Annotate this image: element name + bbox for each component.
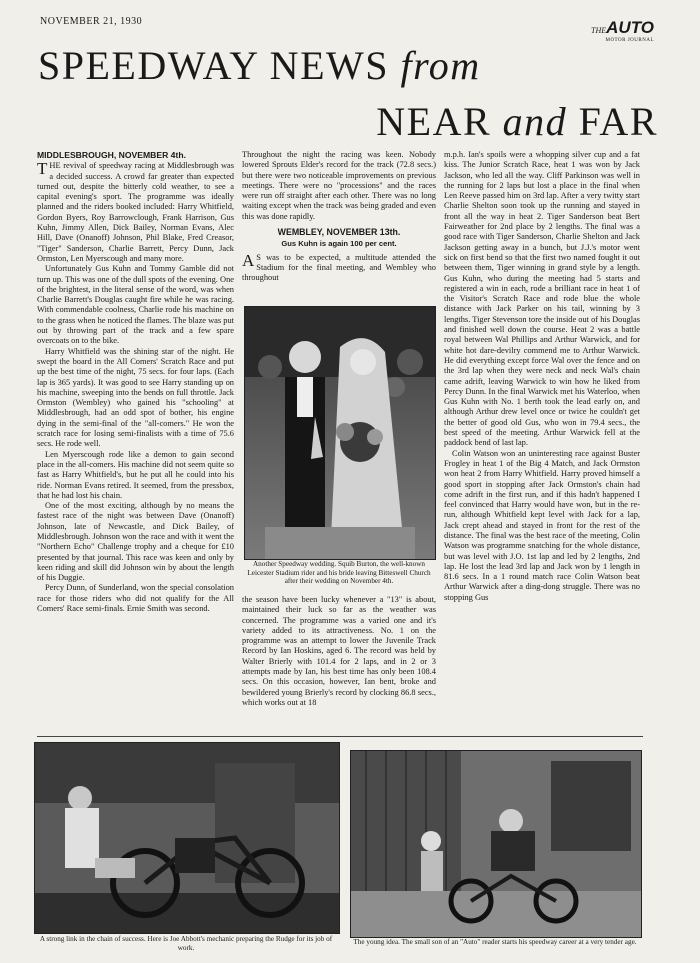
wedding-photo (244, 306, 436, 560)
mechanic-caption: A strong link in the chain of success. Here is Joe Abbott's mechanic preparing the Rudge for its job of work. (39, 935, 333, 952)
drop-cap: T (37, 159, 48, 179)
column-1 (37, 150, 234, 614)
young-rider-photo-image (351, 751, 641, 937)
subhead-wembley: WEMBLEY, NOVEMBER 13th. (277, 227, 401, 238)
paragraph-text: HE revival of speedway racing at Middlesbrough was a decided success. A crowd far greater than expected turned out, despite the bitterly cold weather, to see a capital evening's sport. The programme was ideally planned and the riders booked included: Harry Whitfield, Gordon Byers, Roy Barrowclough, Frank Harrison, Gus Kuhn, Jimmy Allen, Dick Bailey, Norman Evans, Alec Hill, Dave (Onanoff) Johnson, Phil Blake, Fred Creasor, "Tiger" Sanderson, Charlie Barrett, Percy Dunn, Jack Ormston, Len Myerscough and many more. (37, 161, 234, 263)
title-caps-2b: FAR (578, 99, 658, 144)
paragraph: Unfortunately Gus Kuhn and Tommy Gamble did not turn up. This was one of the dull spots of the evening. One of the brightest, in the literal sense of the word, was when Charlie Barrett's Douglas caught fire while he was racing. With commendable coolness, Charlie rode his machine on to the grass when he noticed the flames. The blaze was put out by throwing part of the track and a few spare overcoats on to the bike. (37, 264, 234, 346)
divider (37, 736, 643, 737)
title-line-1 (38, 42, 481, 89)
subhead-gus-kuhn: Gus Kuhn is again 100 per cent. (281, 239, 397, 249)
paragraph: Len Myerscough rode like a demon to gain second place in the all-comers. His machine did not seem quite so fast as Harry Whitfield's, but he put all he could into his ride. Norman Evans retired. It seemed, from the pressbox, that he had lost his chain. (37, 449, 234, 500)
title-line-2 (376, 98, 658, 145)
title-italic-2: and (502, 99, 568, 144)
mechanic-photo (34, 742, 340, 934)
paragraph-text: S was to be expected, a multitude attended the Stadium for the final meeting, and Wembley who throughout (242, 252, 436, 283)
title-caps-1: SPEEDWAY NEWS (38, 43, 390, 88)
logo-sub: MOTOR JOURNAL (605, 38, 654, 43)
column-2-continued (242, 595, 436, 708)
paragraph: Throughout the night the racing was keen. Nobody lowered Sprouts Elder's record for the track (72.8 secs.) but there were two noticeable improvements on previous meetings. There were no "processions" and the races were run off straight after each other. There was no long waiting except when the track was being graded and even this was done rapidly. (242, 150, 436, 221)
masthead-logo (591, 18, 654, 43)
paragraph: Colin Watson won an uninteresting race against Buster Frogley in heat 1 of the Big 4 Match, and Jack Ormston won heat 2 from Harry Whitfield. Harry proved himself a good sport in stopping after Jack Ormston's chain had come adrift in the first run, and if this hadn't happened I feel convinced that Harry would have won, but in the re-run, although Whitfield kept level with Jack for a lap, Jack crept ahead and stayed in front for the rest of the distance. The final was the best race of the meeting, Colin Watson was programme snatching for the whole distance, but was level with J.O. 1st lap and led by 2 lengths, 2nd lap. He lost the lead 3rd lap and Jack won by 1 length in 81.6 secs. In a 1 round match race Colin Watson beat Arthur Warwick after a ding-dong struggle. There was no stopping Gus (444, 448, 640, 602)
paragraph: One of the most exciting, although by no means the fastest race of the night was between Dave (Onanoff) Johnson, late of Newcastle, and Dick Bailey, of Middlesbrough. Johnson won the race and with it went the "Northern Echo" Challenge trophy and a cheque for £10 presented by that journal. This race was keen and only by keen riding and skill did Johnson win by about the length of his Duggie. (37, 501, 234, 583)
page-title (38, 42, 658, 142)
logo-the: THE (591, 26, 607, 35)
paragraph: the season have been lucky whenever a "13" is about, maintained their luck so far as the weather was concerned. The programme was a varied one and it's variety added to its attractiveness. No. 1 on the programme was an attempt to lower the Juvenile Track Record by Ian Hoskins, aged 6. The record was held by Walter Brierly with 101.4 for 2 laps, and in 2 or 3 attempts made by Ian, his best time has only been 108.4 secs. On this occasion, however, Ian bent, broke and bewildered young Brierly's record by clocking 86.8 secs., which works out at 18 (242, 595, 436, 707)
paragraph: Harry Whitfield was the shining star of the night. He swept the board in the All Comers' Scratch Race and put up the best time of the night, 75 secs. for four laps. (Each lap is 365 yards). It was good to see Harry standing up on his machine, sweeping into the bends on full throttle. Jack Ormston (Wembley) who gained his "schooling" at Middlesbrough, had an odd spot of bother, his engine dying in the semi-final of the "all-comers." He won the scratch race for losing semi-finalists with a time of 75.6 secs. He rode well. (37, 346, 234, 449)
paragraph: m.p.h. Ian's spoils were a whopping silver cup and a fat kiss. The Junior Scratch Race, heat 1 was won by Jack Jackson, who led all the way. Cliff Parkinson was well in the running for 2 laps but lost a place in the final when Len Reeve passed him on 3rd lap. After a very twitty start Charlie Shelton soon took up the running and stayed in front all the way in heat 2. Tiger Sanderson beat Bert Fairweather for 2nd place by 2 lengths. The final was a good race with Tiger Sanderson, Charlie Shelton and Jack Jackson getting away in a bunch, but J.J.'s motor went sick on first bend so that the first two named fought it out between them, Tiger winning in grand style by a length. Gus Kuhn, who during the meeting had 5 starts and registered a win in each, rode a brilliant race in heat 1 of the Visitor's Scratch Race and rode blue the whole distance with Jack Parker on his tail, winning by 3 lengths. Tiger Stevenson tore the inside out of his Douglas and finished well down the course. Heat 2 was a battle royal between Wal Phillips and Arthur Warwick, and for white hot dare-devilry commend me to Arthur Warwick. He did everything except force Wal over the fence and on the 3rd lap when they were neck and neck Wal's chain came adrift, leaving Warwick to win how he liked from Percy Dunn. In the final Warwick met his Waterloo, when Gus Kuhn with No. 1 berth took the lead early on, and although Arthur drew level once or twice he couldn't get the better of good old Gus, who won in 79.4 secs., the best speed of the meeting. Arthur Warwick fell at the paddock bend of last lap. (444, 150, 640, 448)
column-2 (242, 150, 436, 284)
mechanic-photo-image (35, 743, 339, 933)
young-rider-caption: The young idea. The small son of an "Auto" reader starts his speedway career at a very tender age. (353, 938, 637, 946)
paragraph (242, 250, 436, 284)
paragraph (37, 161, 234, 264)
young-rider-photo (350, 750, 642, 938)
paragraph: Percy Dunn, of Sunderland, won the special consolation race for those riders who did not qualify for the All Comers' Race semi-finals. Ernie Smith was second. (37, 583, 234, 614)
title-caps-2a: NEAR (376, 99, 492, 144)
column-3 (444, 150, 640, 603)
drop-cap: A (242, 250, 255, 270)
wedding-photo-image (245, 307, 435, 559)
issue-date: NOVEMBER 21, 1930 (40, 16, 143, 27)
wedding-caption: Another Speedway wedding. Squib Burton, the well-known Leicester Stadium rider and his bride leaving Bitteswell Church after their wedding on November 4th. (247, 560, 431, 586)
logo-name: AUTO (606, 18, 654, 37)
dateline-middlesbrough: MIDDLESBROUGH, NOVEMBER 4th. (37, 150, 186, 160)
title-italic-1: from (400, 43, 481, 88)
